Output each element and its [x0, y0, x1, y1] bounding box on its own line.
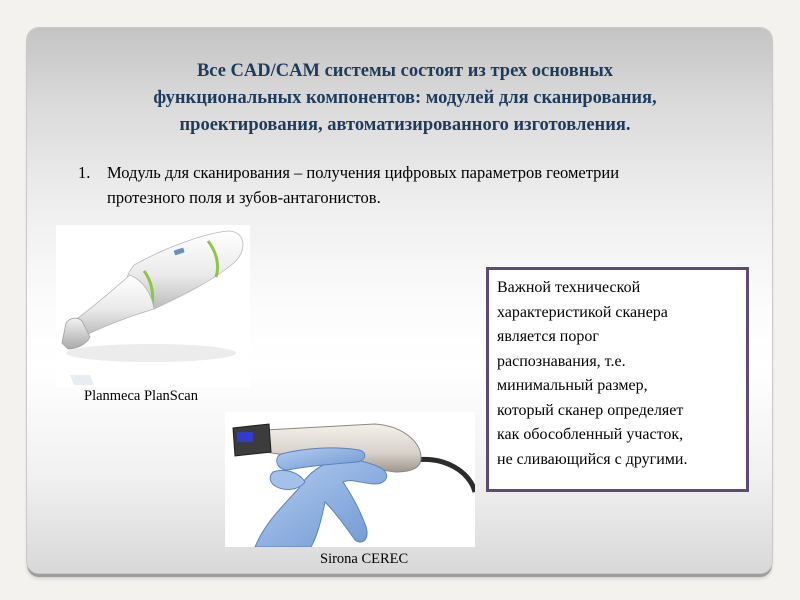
title-line-3: проектирования, автоматизированного изготовления.: [179, 115, 631, 135]
list-text-line-1: Модуль для сканирования – получения цифровых параметров геометрии: [107, 163, 620, 182]
planscan-caption: Planmeca PlanScan: [84, 388, 198, 404]
slide-title: [95, 58, 715, 139]
intraoral-scanner-illustration: [56, 225, 250, 387]
callout-line-4: распознавания, т.е.: [497, 352, 626, 370]
list-text: [107, 160, 747, 210]
callout-line-6: который сканер определяет: [497, 401, 684, 419]
callout-box: [486, 267, 749, 492]
callout-line-5: минимальный размер,: [497, 377, 648, 394]
title-line-1: Все CAD/CAM системы состоят из трех основных: [196, 61, 614, 81]
title-line-2: функциональных компонентов: модулей для сканирования,: [153, 88, 657, 108]
callout-line-3: является порог: [497, 328, 599, 345]
callout-line-1: Важной технической: [497, 279, 641, 296]
cerec-image: [225, 412, 475, 547]
planscan-image: [56, 225, 250, 387]
callout-line-7: как обособленный участок,: [497, 426, 684, 443]
callout-line-2: характеристикой сканера: [497, 303, 668, 321]
list-text-line-2: протезного поля и зубов-антагонистов.: [107, 188, 381, 207]
callout-line-8: не сливающийся с другими.: [497, 450, 688, 468]
cerec-caption: Sirona CEREC: [320, 551, 409, 567]
list-number: 1.: [78, 163, 91, 182]
gloved-hand-scanner-illustration: [225, 412, 475, 547]
